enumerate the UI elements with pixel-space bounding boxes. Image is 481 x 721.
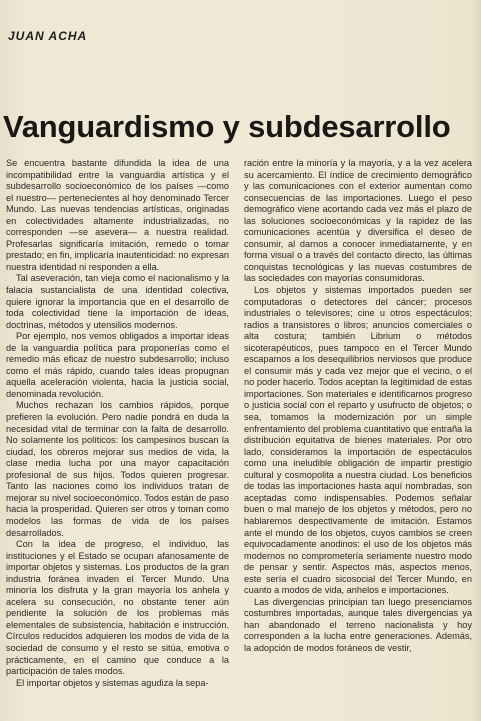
paragraph: El importar objetos y sistemas agudiza la sepa- [16,677,209,688]
paragraph: Las divergencias principian tan luego presenciamos costumbres importadas, aunque tales divergencias ya han abandonado el terreno nacionalista y hoy corresponden a la lucha entre generaciones. Además, la adopción de modos foráneos de vestir, [244,596,472,653]
author-header: JUAN ACHA [8,29,88,43]
article-title: Vanguardismo y subdesarrollo [3,109,451,144]
paragraph: Los objetos y sistemas importados pueden ser computadoras o detectores del cáncer; procesos industriales o televisores; cine u otros espectáculos; radios a transistores o libros; anuncios comerciales o alta costura; también Librium o métodos sicoterapéuticos, pues tampoco en el Tercer Mundo escapamos a los desequilibrios nerviosos que produce el consumir más y cada vez mejor que el vecino, o el no poder hacerlo. Todos aceptan la legitimidad de estas importaciones. Son materiales e identificamos progreso o justicia social con el reparto y usufructo de objetos; o sea, tomamos la modernización por un simple enfrentamiento del problema cuantitativo que entraña la distribución equitativa de bienes materiales. Por otro lado, consideramos la importación de espectáculos como una ineludible obligación de impartir prestigio cultural y cosmopolita a nuestra ciudad. Los beneficios de todas las importaciones hasta aquí nombradas, son aceptadas como indispensables. Podemos señalar buen o mal manejo de los objetos y métodos, pero no hablaremos despectivamente de imitación. Estamos ante el mundo de los objetos, cuyos cambios se creen equivocadamente anodinos: el uso de los objetos más modernos no comprometería seriamente nuestro modo de pensar y sentir. Aspectos más, aspectos menos, este sería el cuadro sicosocial del Tercer Mundo, en cuanto a modos de vida, anhelos e importaciones. [244,285,472,596]
paragraph: Tal aseveración, tan vieja como el nacionalismo y la falacia sustancialista de una identidad colectiva, quiere ignorar la importancia que en el desarrollo de toda colectividad tiene la importación de ideas, doctrinas, métodos y utensilios modernos. [6,273,229,330]
paragraph: Se encuentra bastante difundida la idea de una incompatibilidad entre la vanguardia artística y el subdesarrollo socioeconómico de los países —como el nuestro— pertenecientes al hoy denominado Tercer Mundo. Las nuevas tendencias artísticas, originadas en colectividades altamente industrializadas, no corresponden —se asevera— a nuestra realidad. Profesarlas significaría imitación, remedo o tomar prestado; en fin, implicaría inautenticidad: no expresan nuestra identidad ni responden a ella. [6,158,229,272]
right-column [244,158,472,655]
paragraph: ración entre la minoría y la mayoría, y a la vez acelera su acercamiento. El índice de crecimiento demográfico y las comunicaciones con el exterior aumentan como consecuencias de las importaciones. Luego el peso demográfico viene acortando cada vez más el plazo de las soluciones socioeconómicas y la rapidez de las comunicaciones acentúa y diversifica el deseo de consumir, al darnos a conocer inmediatamente, y en forma visual o a través del contacto directo, las últimas conquistas tecnológicas y las nuevas costumbres de las sociedades con mayorías consumidoras. [244,158,472,284]
left-column [6,158,229,689]
paragraph: Por ejemplo, nos vemos obligados a importar ideas de la vanguardia política para proponerías como el remedio más eficaz de nuestro subdesarrollo; incluso como el más rápido, cuando tales ideas propugnan aquella aceleración violenta, hacia la justicia social, denominada revolución. [6,331,229,399]
paragraph: Con la idea de progreso, el individuo, las instituciones y el Estado se ocupan afanosamente de importar objetos y sistemas. Los productos de la gran industria foránea invaden el Tercer Mundo. Una minoría los disfruta y la gran mayoría los anhela y acelera su consecución, no obstante tener aún pendiente la solución de los problemas más elementales de subsistencia, habitación e instrucción. Círculos reducidos adquieren los modos de vida de la sociedad de consumo y el resto se sitúa, emotiva o prácticamente, en el camino que conduce a la participación de tales modos. [6,539,229,677]
paragraph: Muchos rechazan los cambios rápidos, porque prefieren la evolución. Pero nadie pondrá en duda la necesidad vital de terminar con la falta de desarrollo. No solamente los políticos: los campesinos buscan la ciudad, los obreros mejorar sus medios de vida, la clase media lucha por una mayor capacitación profesional de sus hijos. Todos quieren progresar. Tanto las naciones como los individuos tratan de mejorar su nivel socioeconómico. Todos están de paso hacia la prosperidad. Quieren ser otros y toman como modelos las formas de vida de los países desarrollados. [6,400,230,538]
